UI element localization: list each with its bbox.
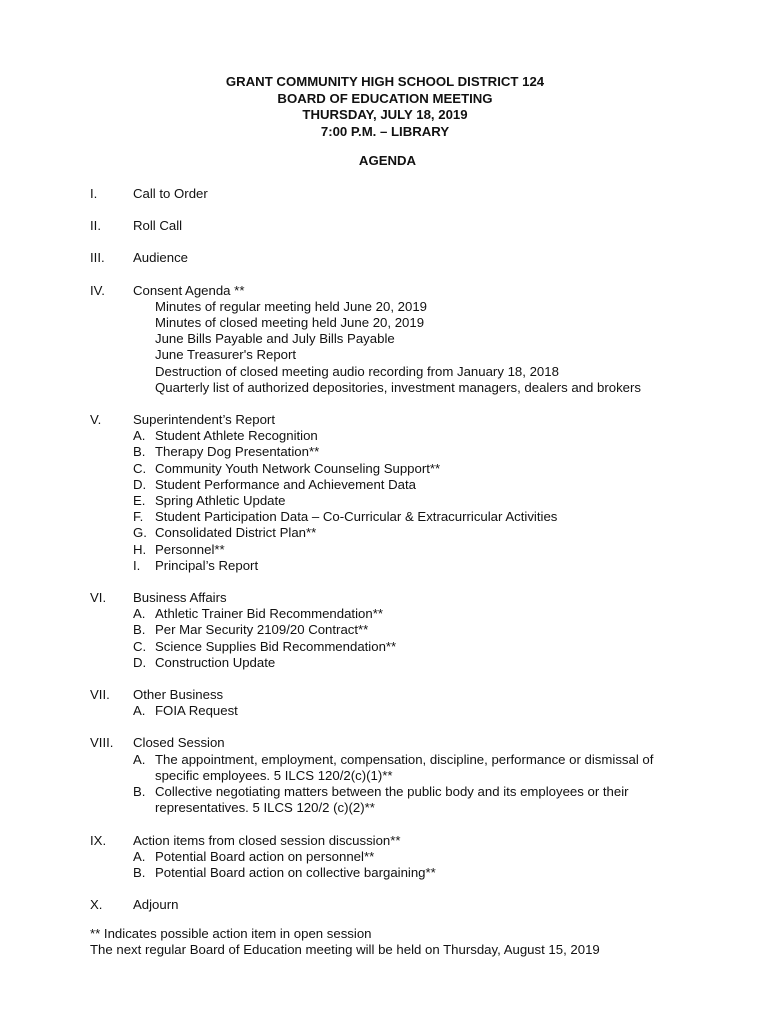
item-letter: A. [133,751,146,767]
consent-item: Quarterly list of authorized depositories, investment managers, dealers and brokers [155,379,641,395]
agenda-section [90,735,690,816]
next-meeting-note: The next regular Board of Education meeting will be held on Thursday, August 15, 2019 [90,942,600,958]
action-item-note: ** Indicates possible action item in open session [90,926,372,941]
section-body [133,186,690,202]
section-title: Action items from closed session discussion** [133,832,401,848]
item-text: Science Supplies Bid Recommendation** [155,638,397,654]
item-text: Student Performance and Achievement Data [155,476,416,492]
item-letter: E. [133,493,146,509]
section-body [133,735,690,816]
item-letter: A. [133,703,146,719]
item-letter: I. [133,557,141,573]
lettered-item [133,622,690,638]
agenda-section [90,283,690,396]
item-text: Per Mar Security 2109/20 Contract** [155,622,369,638]
section-body [133,283,690,396]
section-body [133,833,690,882]
item-letter: G. [133,525,147,541]
section-body [133,412,690,574]
agenda-section [90,687,690,719]
section-body [133,897,690,913]
agenda-section [90,412,690,574]
lettered-item [133,542,690,558]
lettered-item [133,865,690,881]
lettered-item [133,703,690,719]
consent-item: Minutes of closed meeting held June 20, 2019 [155,315,425,331]
item-letter: B. [133,864,146,880]
item-letter: C. [133,460,147,476]
item-letter: A. [133,848,146,864]
lettered-item [133,493,690,509]
item-text: The appointment, employment, compensation, discipline, performance or dismissal of specific employees. 5 ILCS 120/2(c)(1)** [155,751,654,783]
lettered-item [133,655,690,671]
item-text: Student Athlete Recognition [155,428,318,444]
item-text: Potential Board action on collective bargaining** [155,864,436,880]
section-numeral: I. [90,186,98,201]
item-letter: H. [133,541,147,557]
consent-item: June Treasurer's Report [155,347,297,363]
section-body [133,590,690,671]
lettered-item [133,461,690,477]
lettered-item [133,752,690,784]
section-numeral: X. [90,897,103,913]
section-body [133,687,690,719]
section-numeral: VII. [90,687,110,703]
agenda-section [90,186,690,202]
section-body [133,250,690,266]
item-text: FOIA Request [155,703,238,719]
section-title: Call to Order [133,186,208,201]
item-text: Consolidated District Plan** [155,525,317,541]
section-numeral: IX. [90,832,107,848]
lettered-item [133,509,690,525]
agenda-section [90,218,690,234]
lettered-item [133,428,690,444]
lettered-item [133,444,690,460]
document-footer [90,926,730,958]
section-numeral: II. [90,218,101,234]
lettered-item [133,849,690,865]
lettered-item [133,784,690,816]
item-letter: D. [133,654,147,670]
item-letter: C. [133,638,147,654]
agenda-sections [90,186,690,929]
section-title: Consent Agenda ** [133,282,245,298]
section-title: Business Affairs [133,590,227,606]
item-text: Construction Update [155,654,276,670]
section-title: Adjourn [133,897,179,913]
item-text: Spring Athletic Update [155,493,286,509]
item-text: Student Participation Data – Co-Curricular & Extracurricular Activities [155,509,558,525]
item-text: Potential Board action on personnel** [155,848,375,864]
consent-item: June Bills Payable and July Bills Payable [155,331,395,347]
agenda-section [90,897,690,913]
meeting-time-location: 7:00 P.M. – LIBRARY [320,123,450,139]
consent-item: Destruction of closed meeting audio recording from January 18, 2018 [155,363,559,379]
section-numeral: IV. [90,282,105,298]
section-title: Closed Session [133,735,225,751]
item-letter: B. [133,622,146,638]
agenda-section [90,250,690,266]
lettered-item [133,606,690,622]
lettered-item [133,558,690,574]
item-text: Therapy Dog Presentation** [155,444,320,460]
agenda-section [90,590,690,671]
meeting-name: BOARD OF EDUCATION MEETING [277,90,493,106]
meeting-date: THURSDAY, JULY 18, 2019 [302,107,468,122]
document-header [0,74,770,140]
section-title: Audience [133,250,188,266]
item-text: Athletic Trainer Bid Recommendation** [155,606,383,622]
section-title: Superintendent’s Report [133,412,275,428]
item-letter: B. [133,784,146,800]
section-numeral: VI. [90,590,107,606]
item-letter: D. [133,476,147,492]
item-letter: F. [133,509,144,525]
consent-item: Minutes of regular meeting held June 20, 2019 [155,298,427,314]
item-text: Collective negotiating matters between the public body and its employees or their representatives. 5 ILCS 120/2 (c)(2)** [155,784,629,816]
agenda-section [90,833,690,882]
agenda-title: AGENDA [358,153,417,168]
district-name: GRANT COMMUNITY HIGH SCHOOL DISTRICT 124 [225,74,545,89]
section-numeral: VIII. [90,735,114,751]
item-text: Community Youth Network Counseling Support** [155,460,441,476]
lettered-item [133,477,690,493]
item-letter: B. [133,444,146,460]
section-body [133,218,690,234]
section-numeral: V. [90,412,102,428]
lettered-item [133,525,690,541]
section-numeral: III. [90,250,105,266]
item-text: Personnel** [155,541,225,557]
item-letter: A. [133,606,146,622]
item-letter: A. [133,428,146,444]
section-title: Roll Call [133,218,183,234]
item-text: Principal’s Report [155,557,259,573]
section-title: Other Business [133,687,224,703]
lettered-item [133,639,690,655]
